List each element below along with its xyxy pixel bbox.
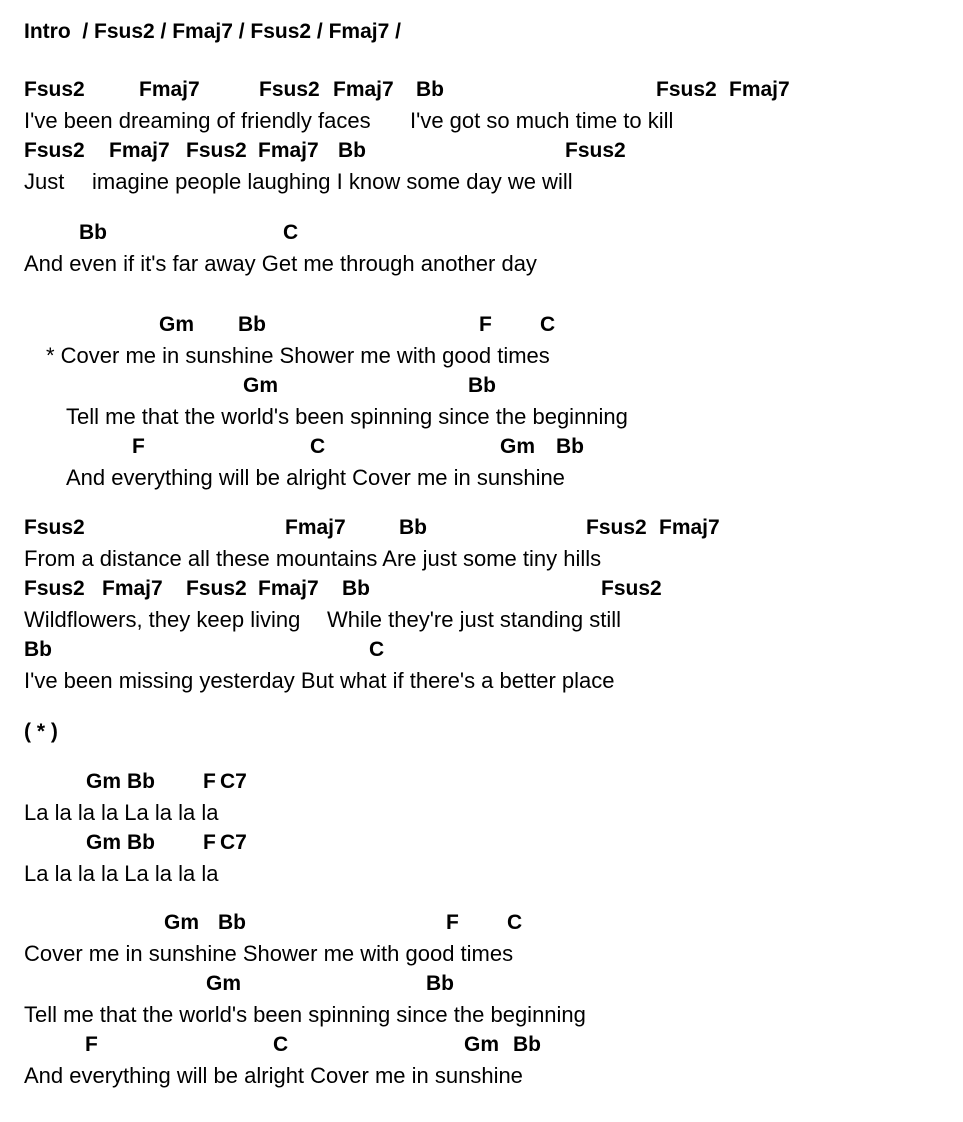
- chord: Bb: [24, 638, 52, 661]
- chord: C: [310, 435, 326, 458]
- chord: Fsus2: [259, 78, 320, 101]
- chord: Gm: [86, 770, 122, 793]
- chord: Fmaj7: [102, 577, 163, 600]
- chord: Gm: [86, 831, 122, 854]
- chord: Fmaj7: [729, 78, 790, 101]
- lyric-phrase: I've got so much time to kill: [410, 108, 674, 133]
- lyric-phrase: I've been missing yesterday But what if there's a better place: [24, 668, 615, 693]
- lyric-phrase: Wildflowers, they keep living: [24, 607, 301, 632]
- lyric-phrase: Tell me that the world's been spinning since the beginning: [66, 404, 628, 429]
- chord: Gm: [206, 972, 242, 995]
- intro-text: Intro / Fsus2 / Fmaj7 / Fsus2 / Fmaj7 /: [24, 20, 401, 43]
- chord: C7: [220, 770, 247, 793]
- lyric-phrase: Cover me in sunshine Shower me with good times: [24, 941, 514, 966]
- lyric-phrase: From a distance all these mountains Are just some tiny hills: [24, 546, 602, 571]
- chord: Bb: [338, 139, 366, 162]
- lyric-phrase: Just: [24, 169, 65, 194]
- chord: Bb: [127, 770, 155, 793]
- lyric-phrase: I've been dreaming of friendly faces: [24, 108, 371, 133]
- chord: F: [203, 770, 216, 793]
- lyric-phrase: And even if it's far away Get me through another day: [24, 251, 537, 276]
- chord: Fmaj7: [109, 139, 170, 162]
- chord: Bb: [426, 972, 454, 995]
- chord: F: [132, 435, 145, 458]
- chord: Fmaj7: [139, 78, 200, 101]
- lyric-phrase: La la la la La la la la: [24, 800, 219, 825]
- chord: C: [540, 313, 556, 336]
- lyric-phrase: While they're just standing still: [327, 607, 621, 632]
- chord: Bb: [416, 78, 444, 101]
- chord: Fmaj7: [285, 516, 346, 539]
- chord: C: [369, 638, 385, 661]
- chord: Gm: [243, 374, 279, 397]
- chord: Fmaj7: [659, 516, 720, 539]
- lyric-phrase: * Cover me in sunshine Shower me with good times: [46, 343, 550, 368]
- chord: Fsus2: [24, 139, 85, 162]
- chord: Fsus2: [656, 78, 717, 101]
- lyric-phrase: And everything will be alright Cover me in sunshine: [66, 465, 565, 490]
- lyric-phrase: And everything will be alright Cover me in sunshine: [24, 1063, 523, 1088]
- chord: Bb: [399, 516, 427, 539]
- chord: C7: [220, 831, 247, 854]
- chord: Fsus2: [24, 577, 85, 600]
- chord: Fsus2: [186, 577, 247, 600]
- lyric-phrase: Tell me that the world's been spinning since the beginning: [24, 1002, 586, 1027]
- chord: F: [446, 911, 459, 934]
- chord: Bb: [218, 911, 246, 934]
- chord: Bb: [468, 374, 496, 397]
- chord: Fmaj7: [333, 78, 394, 101]
- chord: Bb: [79, 221, 107, 244]
- chord: Fsus2: [24, 78, 85, 101]
- chord: Bb: [238, 313, 266, 336]
- chord: F: [479, 313, 492, 336]
- chord: Gm: [464, 1033, 500, 1056]
- chord: Bb: [342, 577, 370, 600]
- chord: Fsus2: [586, 516, 647, 539]
- chord: Fsus2: [601, 577, 662, 600]
- chord: Gm: [159, 313, 195, 336]
- chorus-marker: ( * ): [24, 720, 58, 743]
- chord: Gm: [164, 911, 200, 934]
- chord: Bb: [513, 1033, 541, 1056]
- chord: C: [507, 911, 523, 934]
- chord: Bb: [127, 831, 155, 854]
- chord: Fsus2: [565, 139, 626, 162]
- chord: Fsus2: [186, 139, 247, 162]
- lyric-phrase: La la la la La la la la: [24, 861, 219, 886]
- chord: C: [273, 1033, 289, 1056]
- chord: Fmaj7: [258, 139, 319, 162]
- chord: Fsus2: [24, 516, 85, 539]
- chord: F: [203, 831, 216, 854]
- chord: Gm: [500, 435, 536, 458]
- chord: F: [85, 1033, 98, 1056]
- lyric-phrase: imagine people laughing I know some day we will: [92, 169, 573, 194]
- chord: Bb: [556, 435, 584, 458]
- chord: Fmaj7: [258, 577, 319, 600]
- chord: C: [283, 221, 299, 244]
